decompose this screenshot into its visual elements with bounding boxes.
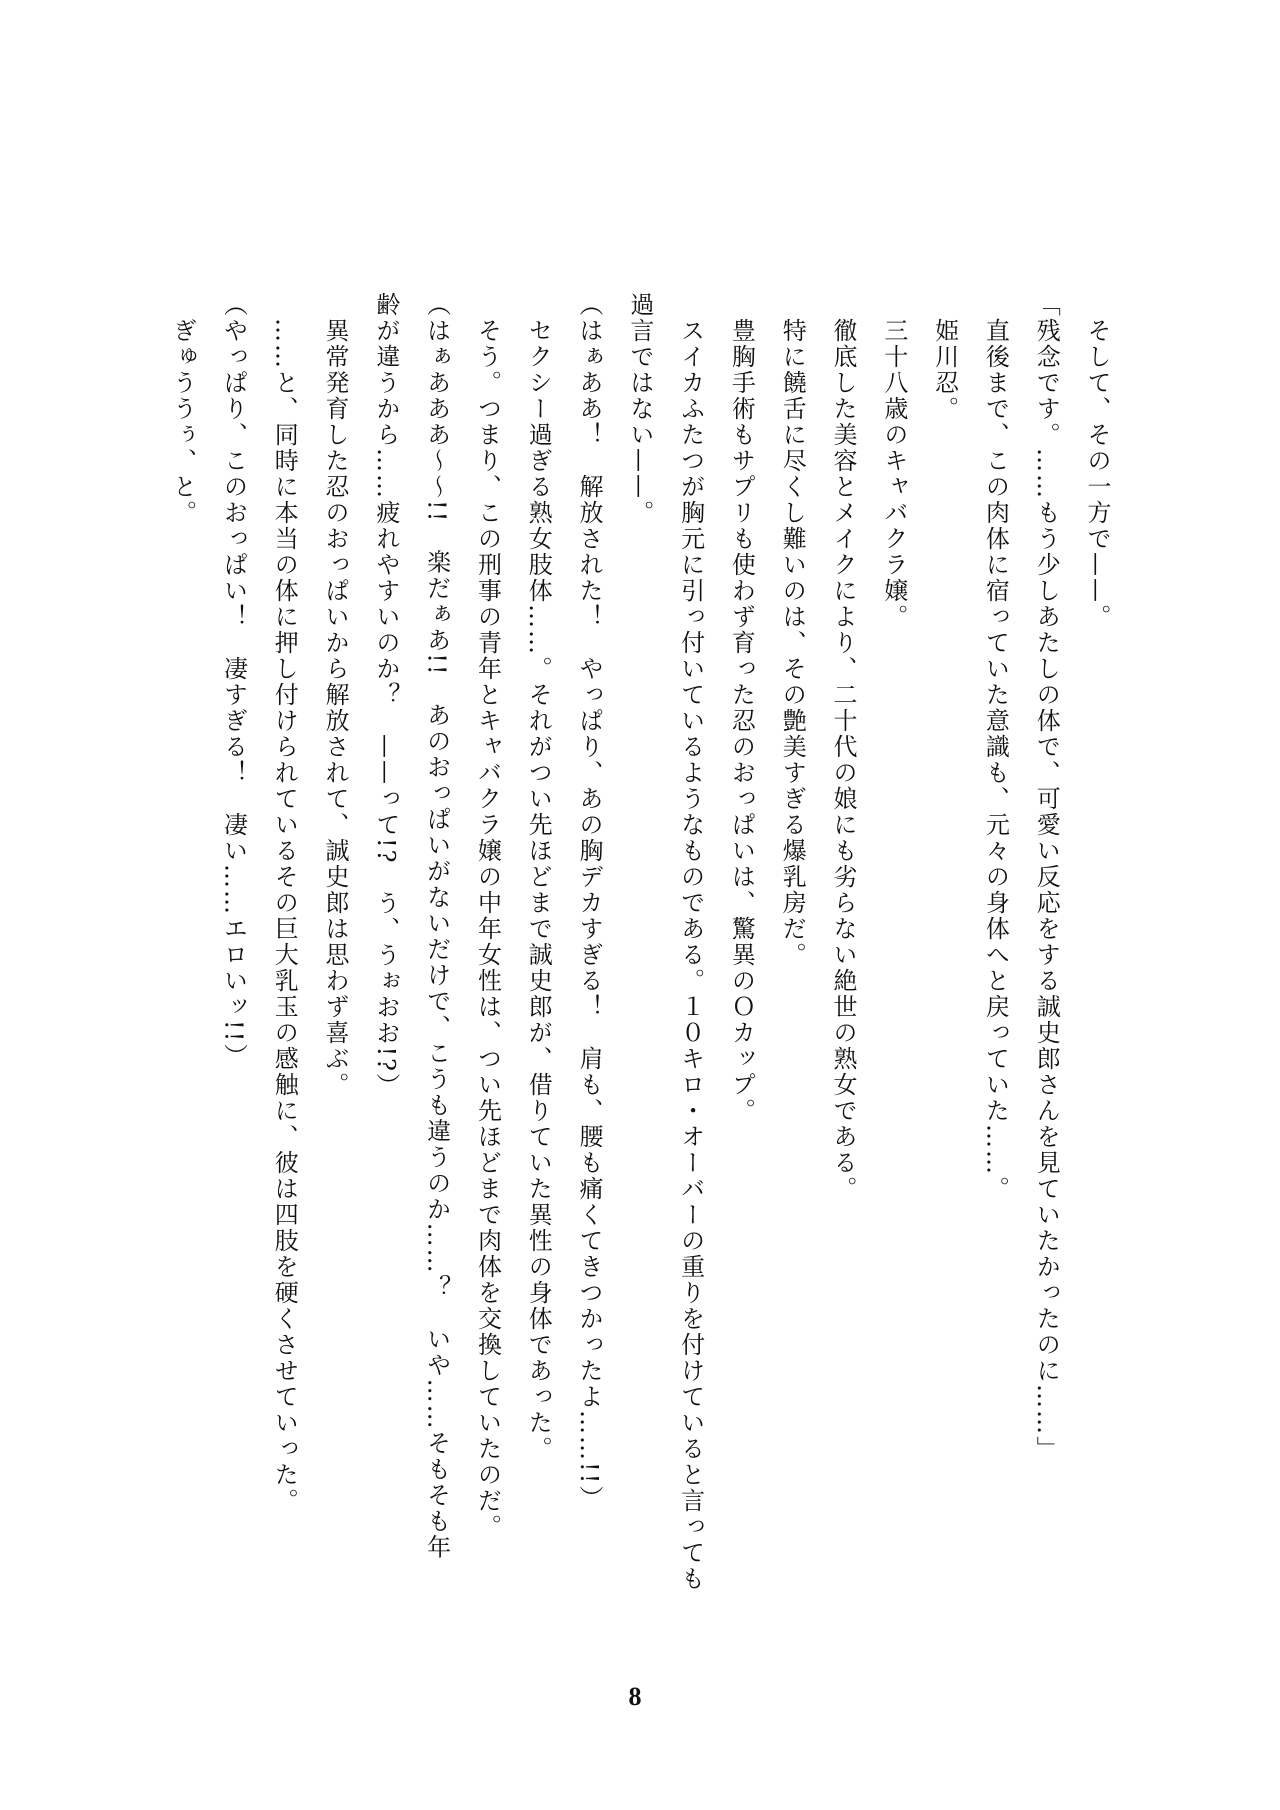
- text-line: ……と、同時に本当の体に押し付けられているその巨大乳玉の感触に、彼は四肢を硬くさせていった。: [270, 318, 299, 1514]
- text-line: 特に饒舌に尽くし難いのは、その艶美すぎる爆乳房だ。: [778, 318, 807, 968]
- text-line: そして、その一方で——。: [1083, 318, 1111, 630]
- text-line: そう。つまり、この刑事の青年とキャバクラ嬢の中年女性は、つい先ほどまで肉体を交換していたのだ。: [473, 318, 502, 1540]
- text-line: セクシー過ぎる熟女肢体……。それがつい先ほどまで誠史郎が、借りていた異性の身体であった。: [524, 318, 553, 1462]
- text-line: 異常発育した忍のおっぱいから解放されて、誠史郎は思わず喜ぶ。: [321, 318, 350, 1098]
- text-line: （やっぱり、このおっぱい！ 凄すぎる！ 凄い……エロいッ!!）: [219, 292, 248, 1070]
- text-line: 「残念です。……もう少しあたしの体で、可愛い反応をする誠史郎さんを見ていたかったのに……」: [1032, 292, 1061, 1462]
- text-line: 徹底した美容とメイクにより、二十代の娘にも劣らない絶世の熟女である。: [829, 318, 858, 1202]
- text-line: 姫川忍。: [930, 318, 959, 422]
- text-line: 直後まで、この肉体に宿っていた意識も、元々の身体へと戻っていた……。: [981, 318, 1010, 1202]
- text-line: （はぁああ！ 解放された！ やっぱり、あの胸デカすぎる！ 肩も、腰も痛くてきつかったよ……!!）: [575, 292, 604, 1512]
- text-line: ぎゅううぅ、と。: [168, 318, 197, 526]
- text-line: 三十八歳のキャバクラ嬢。: [879, 318, 908, 630]
- vertical-text-body: [157, 292, 1122, 1592]
- page-number: 8: [628, 1682, 642, 1711]
- text-line: 豊胸手術もサプリも使わず育った忍のおっぱいは、驚異のＯカップ。: [727, 318, 756, 1124]
- text-line: 齢が違うから……疲れやすいのか？ ——って!? う、うぉおお!?）: [371, 292, 400, 1100]
- text-line: スイカふたつが胸元に引っ付いているようなものである。１０キロ・オーバーの重りを付けていると言っても: [676, 318, 705, 1592]
- text-line: （はぁあああ～～!! 楽だぁあ!! あのおっぱいがないだけで、こうも違うのか……？ いや……そもそも年: [422, 292, 451, 1561]
- text-line: 過言ではない——。: [625, 292, 654, 526]
